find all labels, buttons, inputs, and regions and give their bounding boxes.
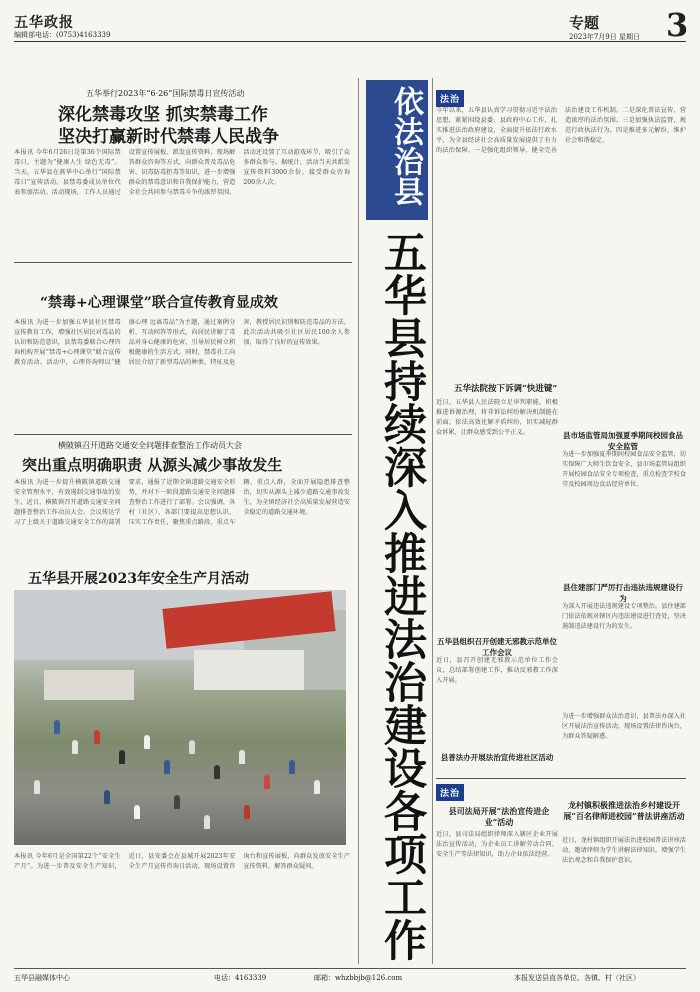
article2-body: 本报讯 为进一步加强五华县社区禁毒宣传教育工作，增强社区居民对毒品的认识和防范意识，县禁毒委联合心理咨询机构开展“禁毒+心理课堂”联合宣传教育活动。活动中，心理咨询师以“健康心理 远离毒品”为主题，通过案例分析、互动问答等形式，向居民讲解了毒品对身心健康的危害，引导居民树立积极健康的生活方式。同时，禁毒社工向居民介绍了新型毒品的种类、特征及危害，教授居民识别和防范毒品的方法。此次活动共吸引社区居民100余人参加，取得了良好的宣传效果。	[14, 319, 350, 366]
editorial-phone: 编辑部电话：(0753)4163339	[14, 31, 111, 39]
issue-date: 2023年7月9日 星期日	[569, 33, 640, 41]
event-photo	[14, 590, 346, 845]
right-body-4: 为深入开展违法违规建设专项整治，县住建部门依法依规对辖区内违法建设进行查处，坚决遏制违法建设行为的发生。	[562, 603, 686, 630]
right-body-5: 近日，县召开创建无邪教示范单位工作会议，总结部署创建工作，推动反邪教工作深入开展。	[436, 657, 558, 684]
section-label: 专题	[569, 14, 600, 32]
divider	[14, 434, 352, 435]
paper-name: 五华政报	[14, 15, 74, 31]
right-sub-3: 县住建部门严厉打击违法违规建设行为	[563, 583, 683, 603]
column-divider	[358, 78, 359, 964]
right-body-6: 为进一步增强群众法治意识，县普法办深入社区开展法治宣传活动，现场设置法律咨询台，为群众答疑解惑。	[562, 713, 686, 740]
article1-body: 本报讯 今年6月26日是第36个国际禁毒日，主题为“健康人生 绿色无毒”。当天，五华县在燕华中心举行“国际禁毒日”宣传活动，县禁毒委成员单位代表参加活动。活动现场，工作人员通过设置宣传展板、派发宣传资料、现场解答群众咨询等方式，向群众普及毒品危害、识毒防毒拒毒等知识，进一步增强群众的禁毒意识和自我保护能力，营造全社会共同参与禁毒斗争的浓厚氛围。活动还设置了互动游戏环节，吸引了众多群众参与。据统计，活动当天共派发宣传资料3000余份，接受群众咨询200余人次。	[14, 149, 350, 196]
divider	[436, 778, 686, 779]
footer	[14, 968, 686, 982]
right-sub-1: 五华法院按下诉调“快进键”	[454, 384, 558, 394]
article1-title-line2: 坚决打赢新时代禁毒人民战争	[58, 127, 279, 147]
page-number: 3	[666, 6, 689, 44]
article2-title: “禁毒+心理课堂”联合宣传教育显成效	[40, 295, 278, 311]
right-sub-2: 县市场监管局加强夏季期间校园食品安全监管	[563, 431, 683, 451]
divider	[14, 262, 352, 263]
footer-distribution: 本报发送县直各单位、各镇、村（社区）	[514, 974, 640, 982]
article4-caption: 本报讯 今年6月是全国第22个“安全生产月”。为进一步普及安全生产知识，近日，县安委会在县城开展2023年安全生产月宣传咨询日活动，现场设置咨询台和宣传展板，向群众发放安全生产宣传资料，解答群众疑问。	[14, 853, 350, 870]
article3-kicker: 横陂镇召开道路交通安全问题排查整治工作动员大会	[58, 441, 242, 450]
article3-title: 突出重点明确职责 从源头减少事故发生	[22, 456, 283, 474]
bottom-sub-1: 县司法局开展“法治宣传进企业”活动	[448, 806, 550, 827]
feature-tag: 依法治县	[388, 86, 423, 206]
article1-kicker: 五华举行2023年“6·26”国际禁毒日宣传活动	[86, 89, 245, 98]
right-body-1: 今年以来，五华县认真学习贯彻习近平法治思想，紧紧围绕县委、县政府中心工作，扎实推进法治政府建设，全面提升依法行政水平，为全县经济社会高质量发展提供了有力的法治保障。一是强化组织领导，健全完善法治建设工作机制。二是深化普法宣传，营造浓厚的法治氛围。三是加强执法监督，规范行政执法行为。四是推进多元解纷，维护社会和谐稳定。	[436, 107, 686, 154]
footer-publisher: 五华县融媒体中心	[14, 974, 70, 982]
sticker-fazhi-bottom: 法治	[436, 784, 464, 801]
right-sub-4: 五华县组织召开创建无邪教示范单位工作会议	[437, 637, 557, 657]
footer-email: 邮箱：whzbbjb@126.com	[314, 974, 403, 982]
footer-phone: 电话：4163339	[214, 974, 267, 982]
column-divider	[432, 78, 433, 964]
feature-headline: 五华县持续深入推进法治建设各项工作	[377, 230, 427, 961]
article1-title-line1: 深化禁毒攻坚 抓实禁毒工作	[58, 105, 268, 125]
masthead	[14, 6, 689, 44]
bottom-body-2: 近日，龙村镇组织开展法治进校园普法讲座活动，邀请律师为学生讲解法律知识，增强学生法治观念和自我保护意识。	[562, 837, 686, 864]
right-body-3: 为进一步加强夏季期间校园食品安全监管，切实保障广大师生饮食安全，县市场监管局组织开展校园食品安全专项检查，重点检查学校食堂及校园周边食品经营单位。	[562, 451, 686, 488]
bottom-sub-2: 龙村镇积极推进法治乡村建设开展“百名律师进校园”普法讲座活动	[563, 800, 685, 821]
article3-body: 本报讯 为进一步提升横陂镇道路交通安全管理水平，有效遏制交通事故的发生，近日，横陂镇召开道路交通安全问题排查整治工作动员大会。会议传达学习了上级关于道路交通安全工作的部署要求，通报了近期全镇道路交通安全形势，并对下一阶段道路交通安全问题排查整治工作进行了部署。会议强调，各村（社区）、各部门要提高思想认识，压实工作责任，聚焦重点路段、重点车辆、重点人群，全面开展隐患排查整治，切实从源头上减少道路交通事故发生，为全镇经济社会高质量发展营造安全稳定的道路交通环境。	[14, 479, 350, 526]
article4-title: 五华县开展2023年安全生产月活动	[28, 571, 249, 587]
bottom-body-1: 近日，县司法局组织律师深入辖区企业开展法治宣传活动，为企业员工讲解劳动合同、安全生产等法律知识，助力企业依法经营。	[436, 831, 558, 858]
right-body-2: 近日，五华县人民法院立足审判职能，积极推进诉源治理，将非诉讼纠纷解决机制挺在前面，依法高效化解矛盾纠纷，切实减轻群众诉累，让群众感受到公平正义。	[436, 399, 558, 436]
right-sub-5: 县普法办开展法治宣传进社区活动	[440, 753, 554, 762]
sticker-fazhi: 法治	[436, 90, 464, 107]
